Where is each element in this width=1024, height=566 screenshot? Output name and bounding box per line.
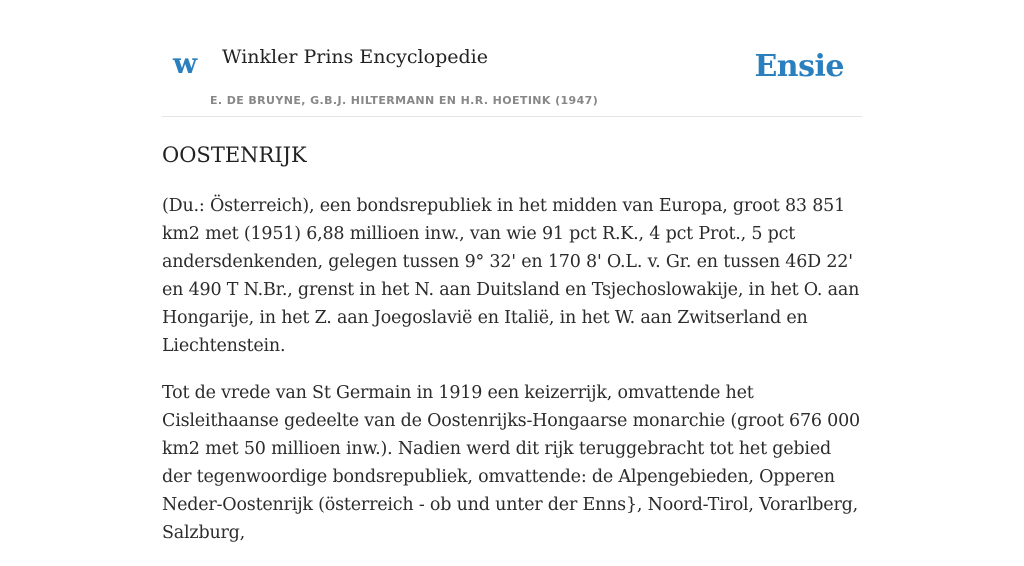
article-body [162, 192, 862, 547]
ensie-brand-link[interactable]: Ensie [754, 49, 844, 84]
article-paragraph: (Du.: Österreich), een bondsrepubliek in het midden van Europa, groot 83 851 km2 met (1951) 6,88 millioen inw., van wie 91 pct R.K., 4 pct Prot., 5 pct andersdenkenden, gelegen tussen 9° 32' en 170 8' O.L. v. Gr. en tussen 46D 22' en 490 T N.Br., grenst in het N. aan Duitsland en Tsjechoslowakije, in het O. aan Hongarije, in het Z. aan Joegoslavië en Italië, in het W. aan Zwitserland en Liechtenstein. [162, 196, 860, 356]
site-title-link[interactable]: Winkler Prins Encyclopedie [222, 46, 488, 68]
article [162, 140, 862, 566]
article-title: OOSTENRIJK [162, 143, 307, 167]
article-paragraph: Tot de vrede van St Germain in 1919 een keizerrijk, omvattende het Cisleithaanse gedeelte van de Oostenrijks-Hongaarse monarchie (groot 676 000 km2 met 50 millioen inw.). Nadien werd dit rijk teruggebracht tot het gebied der tegenwoordige bondsrepubliek, omvattende: de Alpengebieden, Opperen Neder-Oostenrijk (österreich - ob und unter der Enns}, Noord-Tirol, Vorarlberg, Salzburg, [162, 383, 860, 543]
site-authors: E. DE BRUYNE, G.B.J. HILTERMANN EN H.R. HOETINK (1947) [210, 94, 599, 107]
winkler-prins-logo-icon[interactable]: w [173, 47, 198, 80]
site-header [162, 0, 862, 117]
